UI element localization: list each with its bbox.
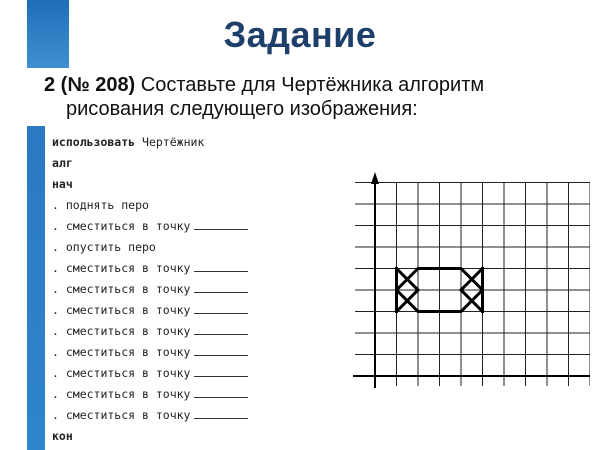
task-number: 2 (№ 208): [44, 74, 136, 96]
code-alg: алг: [52, 156, 73, 170]
move-label: . сместиться в точку: [52, 261, 191, 275]
code-move-5: [52, 321, 312, 342]
move-label: . сместиться в точку: [52, 408, 191, 422]
code-move-3: [52, 279, 312, 300]
answer-blank: [194, 365, 248, 377]
figure-svg: [350, 170, 590, 400]
answer-blank: [194, 218, 248, 230]
answer-blank: [194, 302, 248, 314]
code-move-4: [52, 300, 312, 321]
code-use-line: [52, 132, 312, 153]
code-move-6: [52, 342, 312, 363]
kw-use: использовать: [52, 135, 136, 149]
drawing-figure: [350, 170, 590, 400]
code-lower-pen: . опустить перо: [52, 240, 156, 254]
code-move-9: [52, 405, 312, 426]
task-text-2: рисования следующего изображения:: [66, 98, 418, 120]
answer-blank: [194, 323, 248, 335]
decor-bar-left: [27, 126, 45, 450]
move-label: . сместиться в точку: [52, 303, 191, 317]
answer-blank: [194, 344, 248, 356]
task-line-1: [44, 73, 564, 97]
code-raise-pen: . поднять перо: [52, 198, 149, 212]
algorithm-listing: [52, 132, 312, 447]
task-text: [44, 73, 564, 121]
code-end: кон: [52, 429, 73, 443]
slide-title: Задание: [223, 14, 377, 55]
answer-blank: [194, 281, 248, 293]
move-label: . сместиться в точку: [52, 324, 191, 338]
task-text-1: Составьте для Чертёжника алгоритм: [140, 74, 485, 96]
y-axis-arrow: [371, 172, 379, 184]
move-label: . сместиться в точку: [52, 219, 191, 233]
answer-blank: [194, 260, 248, 272]
code-move-7: [52, 363, 312, 384]
code-move-2: [52, 258, 312, 279]
move-label: . сместиться в точку: [52, 366, 191, 380]
move-label: . сместиться в точку: [52, 345, 191, 359]
answer-blank: [194, 386, 248, 398]
use-target: Чертёжник: [142, 135, 205, 149]
move-label: . сместиться в точку: [52, 387, 191, 401]
code-begin: нач: [52, 177, 73, 191]
move-label: . сместиться в точку: [52, 282, 191, 296]
code-move-1: [52, 216, 312, 237]
answer-blank: [194, 407, 248, 419]
code-move-8: [52, 384, 312, 405]
